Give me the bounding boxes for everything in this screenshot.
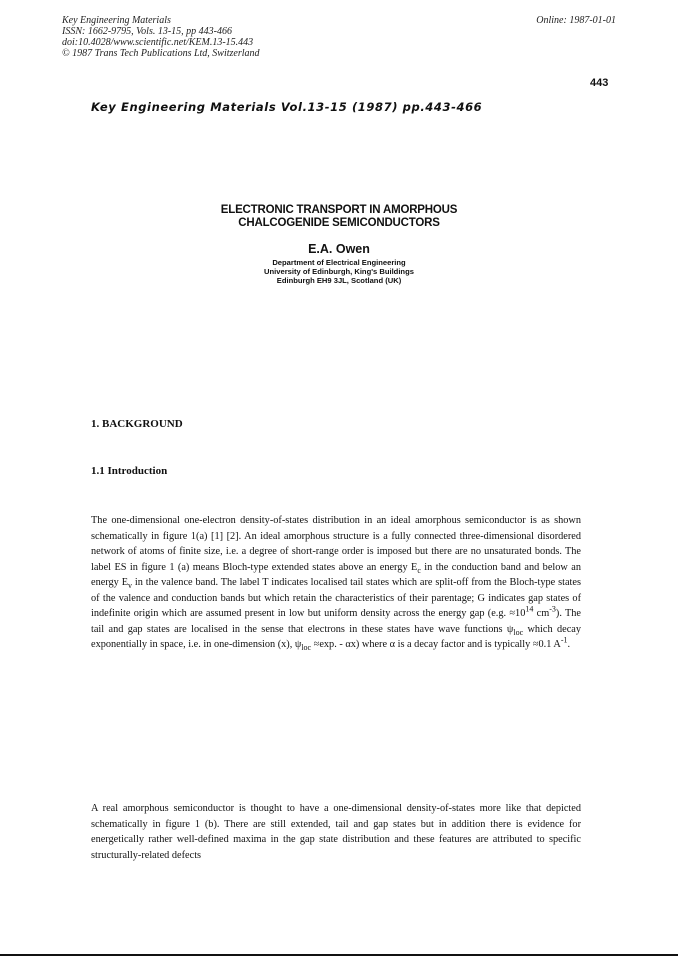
issn-line: ISSN: 1662-9795, Vols. 13-15, pp 443-466 bbox=[62, 26, 232, 37]
page-number: 443 bbox=[590, 77, 609, 89]
author-affiliation bbox=[0, 258, 678, 285]
section-heading-background: 1. BACKGROUND bbox=[91, 418, 183, 430]
title-line-2: CHALCOGENIDE SEMICONDUCTORS bbox=[238, 217, 440, 229]
author-name: E.A. Owen bbox=[308, 242, 370, 256]
journal-header: Key Engineering Materials Vol.13-15 (1987) pp.443-466 bbox=[91, 100, 483, 114]
affiliation-line-3: Edinburgh EH9 3JL, Scotland (UK) bbox=[276, 276, 402, 285]
journal-name: Key Engineering Materials bbox=[62, 15, 171, 26]
page-bottom-rule bbox=[0, 954, 678, 956]
copyright-line: © 1987 Trans Tech Publications Ltd, Switzerland bbox=[62, 48, 260, 59]
affiliation-line-2: University of Edinburgh, King's Buildings bbox=[264, 267, 414, 276]
paper-title bbox=[0, 204, 678, 230]
paragraph-real-semiconductor: A real amorphous semiconductor is thought to have a one-dimensional density-of-states more like that depicted schematically in figure 1 (b). There are still extended, tail and gap states but in addition there is evidence for energetically rather well-defined maxima in the gap state distribution and these features are attributed to specific structurally-related defects bbox=[91, 803, 581, 861]
paragraph-introduction: The one-dimensional one-electron density-of-states distribution in an ideal amorphous semiconductor is as shown schematically in figure 1(a) [1] [2]. An ideal amorphous structure is a fully connected three-dimensional disordered network of atoms of finite size, i.e. a degree of short-range order is imposed but there are no unsaturated bonds. The label ES in figure 1 (a) means Bloch-type extended states above an energy $E_c$ in the conduction band and below an energy $E_v$ in the valence band. The label T indicates localised tail states which are split-off from the Bloch-type states of the valence and conduction bands but which retain the characteristics of their parentage; G indicates gap states of indefinite origin which are assumed present in low but uniform density across the energy gap (e.g. $\approx 10^{14}$ $cm^{-3}$). The tail and gap states are localised in the sense that electrons in these states have wave functions $\psi_{loc}$ which decay exponentially in space, i.e. in one-dimension (x), $\psi_{loc} \approx\exp$. - αx) where α is a decay factor and is typically ≈0.1 $A^{-1}$. bbox=[91, 515, 582, 653]
affiliation-line-1: Department of Electrical Engineering bbox=[272, 258, 406, 267]
online-date: Online: 1987-01-01 bbox=[536, 15, 616, 26]
title-line-1: ELECTRONIC TRANSPORT IN AMORPHOUS bbox=[220, 204, 458, 216]
publication-metadata bbox=[62, 15, 260, 59]
subsection-heading-introduction: 1.1 Introduction bbox=[91, 465, 168, 477]
doi-line: doi:10.4028/www.scientific.net/KEM.13-15.443 bbox=[62, 37, 254, 48]
